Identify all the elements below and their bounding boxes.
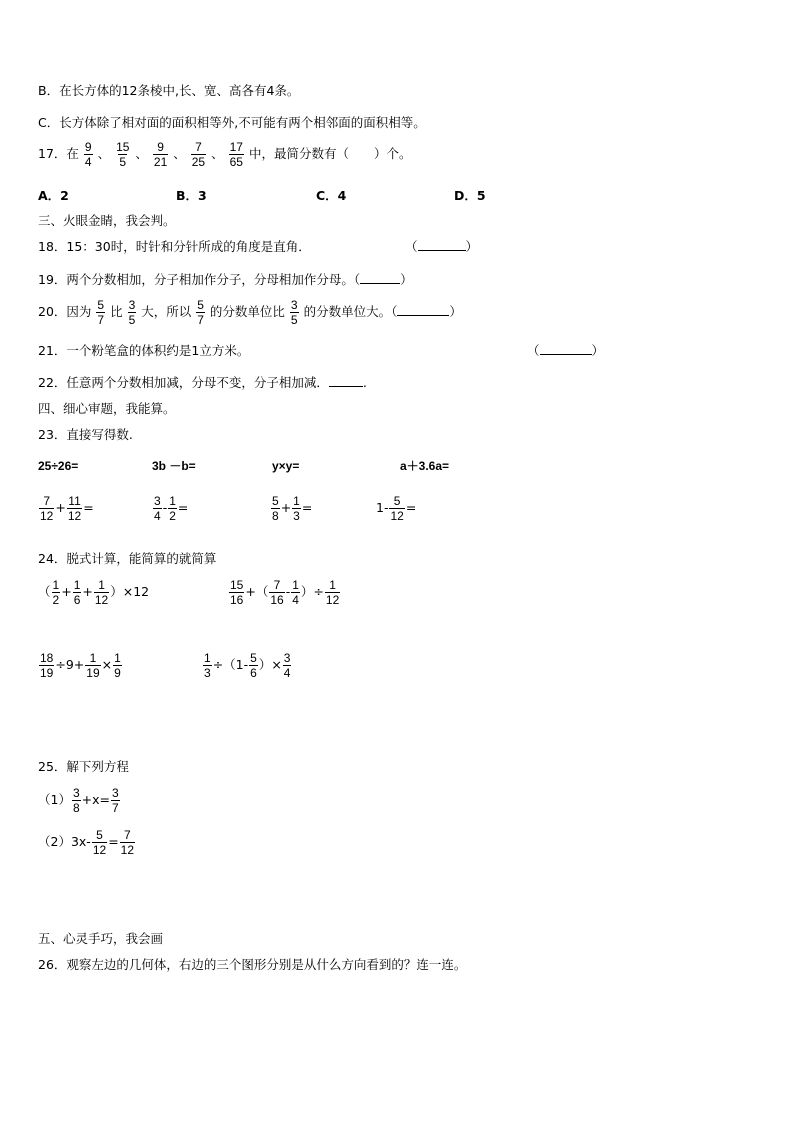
question-26: 26．观察左边的几何体，右边的三个图形分别是从什么方向看到的？连一连。	[38, 957, 467, 972]
q23-item: a＋3.6a=	[400, 459, 450, 473]
fraction: $\frac{7}{25}$	[191, 140, 206, 169]
fraction: $\frac{5}{7}$	[197, 298, 204, 327]
fraction: $\frac{9}{21}$	[153, 140, 168, 169]
fraction: $\frac{9}{4}$	[84, 140, 92, 169]
question-22: 22．任意两个分数相加减，分母不变，分子相加减． .	[38, 375, 367, 390]
q24-expression: $\frac{1}{3}$ ÷（1- $\frac{5}{6}$ ）× $\frac{3}{4}$	[204, 651, 291, 680]
fraction: $\frac{3}{5}$	[290, 298, 298, 327]
q23-item: $\frac{3}{4}$ - $\frac{1}{2}$ =	[154, 494, 189, 523]
q23-item: y×y=	[272, 459, 300, 473]
q24-expression: $\frac{18}{19}$ ÷9+ $\frac{1}{19}$ × $\frac{1}{9}$	[40, 651, 121, 680]
fraction: $\frac{5}{7}$	[97, 298, 105, 327]
q24-expression: $\frac{15}{16}$ +（ $\frac{7}{16}$ - $\frac{1}{4}$ ）÷ $\frac{1}{12}$	[230, 578, 340, 607]
question-18: 18．15：30时，时针和分针所成的角度是直角．	[38, 239, 311, 254]
q17-tail: 中，最简分数有（ ）个。	[248, 146, 412, 161]
question-23-title: 23．直接写得数.	[38, 427, 133, 442]
fraction: $\frac{17}{65}$	[229, 140, 243, 169]
q24-expression: （ $\frac{1}{2}$ + $\frac{1}{6}$ + $\frac{1}{12}$ ）×12	[38, 578, 150, 607]
q17-option-d: D．5	[454, 188, 486, 203]
q23-item: $\frac{7}{12}$ + $\frac{11}{12}$ =	[40, 494, 94, 523]
question-19: 19．两个分数相加，分子相加作分子，分母相加作分母。（ ）	[38, 272, 413, 287]
section-5-heading: 五、心灵手巧，我会画	[38, 931, 164, 946]
q23-item: 3b －b=	[152, 459, 196, 473]
q23-item: 1- $\frac{5}{12}$ =	[376, 494, 417, 523]
section-4-heading: 四、细心审题，我能算。	[38, 401, 176, 416]
fraction: $\frac{15}{5}$	[116, 140, 130, 169]
q17-option-c: C．4	[316, 188, 347, 203]
q25-equation-2: （2）3x- $\frac{5}{12}$ = $\frac{7}{12}$	[38, 828, 135, 857]
q17-prefix: 17．在	[38, 146, 79, 161]
section-3-heading: 三、火眼金睛，我会判。	[38, 213, 176, 228]
q17-option-a: A．2	[38, 188, 69, 203]
q25-equation-1: （1） $\frac{3}{8}$ +x= $\frac{3}{7}$	[38, 786, 119, 815]
q16-option-c: C．长方体除了相对面的面积相等外,不可能有两个相邻面的面积相等。	[38, 115, 426, 130]
q18-answer: （ ）	[405, 239, 479, 254]
question-24-title: 24．脱式计算，能简算的就简算	[38, 551, 217, 566]
fraction: $\frac{3}{5}$	[128, 298, 136, 327]
question-21: 21．一个粉笔盒的体积约是1立方米。	[38, 343, 250, 358]
q16-option-b: B．在长方体的12条棱中,长、宽、高各有4条。	[38, 83, 300, 98]
question-20: 20．因为 $\frac{5}{7}$ 比 $\frac{3}{5}$ 大，所以 $\frac{5}{7}$ 的分数单位比 $\frac{3}{5}$ 的分数单位大。（ ）	[38, 298, 462, 327]
q23-item: $\frac{5}{8}$ + $\frac{1}{3}$ =	[272, 494, 313, 523]
question-25-title: 25．解下列方程	[38, 759, 129, 774]
q17-option-b: B．3	[176, 188, 207, 203]
q21-answer: （ ）	[527, 343, 605, 358]
q23-item: 25÷26=	[38, 459, 79, 473]
question-17: 17．在 $\frac{9}{4}$ 、 $\frac{15}{5}$ 、 $\frac{9}{21}$ 、 $\frac{7}{25}$ 、 $\frac{17}{65}$ 中，最简分数有（ ）个。	[38, 140, 412, 169]
